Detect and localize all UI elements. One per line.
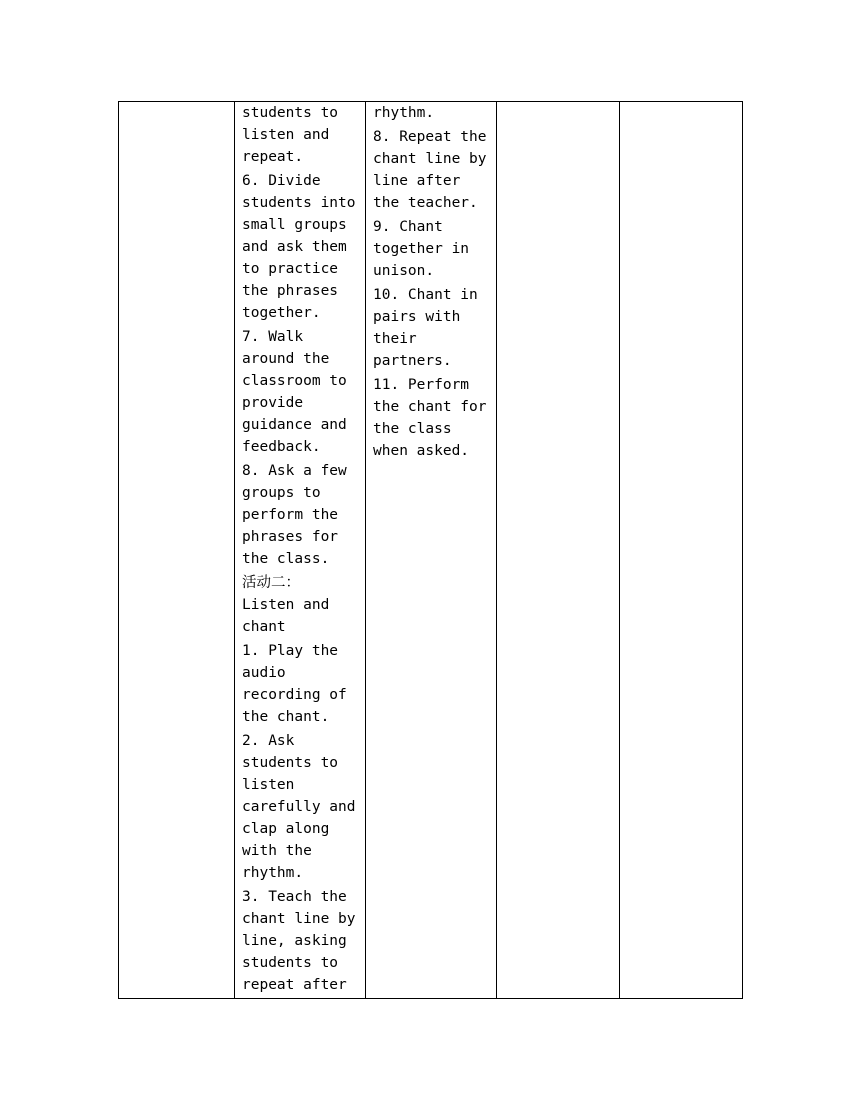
student-activity-text [366,102,496,462]
text-line: carefully and [242,799,356,815]
lesson-plan-table [118,101,743,999]
text-line: pairs with [373,309,461,325]
text-line: perform the [242,507,339,523]
text-line: repeat. [242,149,304,165]
teacher-activity-cell [235,102,366,999]
paragraph [242,730,359,884]
text-line: to practice [242,261,339,277]
empty-cell-4 [497,102,620,999]
text-line: with the [242,843,312,859]
text-line: classroom to [242,373,347,389]
empty-cell-1 [119,102,235,999]
paragraph [373,216,490,282]
text-line: Listen and [242,597,330,613]
text-line: students into [242,195,356,211]
text-line: small groups [242,217,347,233]
teacher-activity-text [235,102,365,996]
text-line: clap along [242,821,330,837]
text-line: guidance and [242,417,347,433]
text-line: the chant. [242,709,330,725]
text-line: students to [242,755,339,771]
paragraph [242,102,359,168]
text-line: and ask them [242,239,347,255]
text-line: rhythm. [373,105,435,121]
text-line: the class. [242,551,330,567]
text-line: listen and [242,127,330,143]
text-line: partners. [373,353,452,369]
text-line: 9. Chant [373,219,443,235]
paragraph [242,170,359,324]
text-line: provide [242,395,304,411]
paragraph [373,102,490,124]
text-line: 6. Divide [242,173,321,189]
text-line: their [373,331,417,347]
text-line: listen [242,777,295,793]
paragraph [242,886,359,996]
text-line: when asked. [373,443,470,459]
text-line: chant [242,619,286,635]
text-line: unison. [373,263,435,279]
empty-cell-5 [620,102,743,999]
text-line: 2. Ask [242,733,295,749]
paragraph [242,640,359,728]
text-line: line after [373,173,461,189]
paragraph [373,374,490,462]
text-line: 8. Repeat the [373,129,487,145]
text-line: rhythm. [242,865,304,881]
text-line: together. [242,305,321,321]
paragraph [373,126,490,214]
paragraph [242,326,359,458]
text-line: the teacher. [373,195,478,211]
text-line: phrases for [242,529,339,545]
paragraph [242,460,359,570]
text-line: students to [242,955,339,971]
text-line: feedback. [242,439,321,455]
text-line: recording of [242,687,347,703]
text-line: the class [373,421,452,437]
text-line: 7. Walk [242,329,304,345]
text-line: students to [242,105,339,121]
paragraph [373,284,490,372]
text-line: 3. Teach the [242,889,347,905]
text-line: chant line by [242,911,356,927]
text-line: repeat after [242,977,347,993]
text-line: 1. Play the [242,643,339,659]
text-line: line, asking [242,933,347,949]
table-row [119,102,743,999]
text-line: the phrases [242,283,339,299]
text-line: chant line by [373,151,487,167]
student-activity-cell [366,102,497,999]
activity-heading [242,572,359,638]
text-line: audio [242,665,286,681]
text-line: 11. Perform [373,377,470,393]
text-line: 8. Ask a few [242,463,347,479]
text-line: 活动二： [242,575,300,591]
text-line: the chant for [373,399,487,415]
text-line: 10. Chant in [373,287,478,303]
text-line: together in [373,241,470,257]
text-line: around the [242,351,330,367]
text-line: groups to [242,485,321,501]
